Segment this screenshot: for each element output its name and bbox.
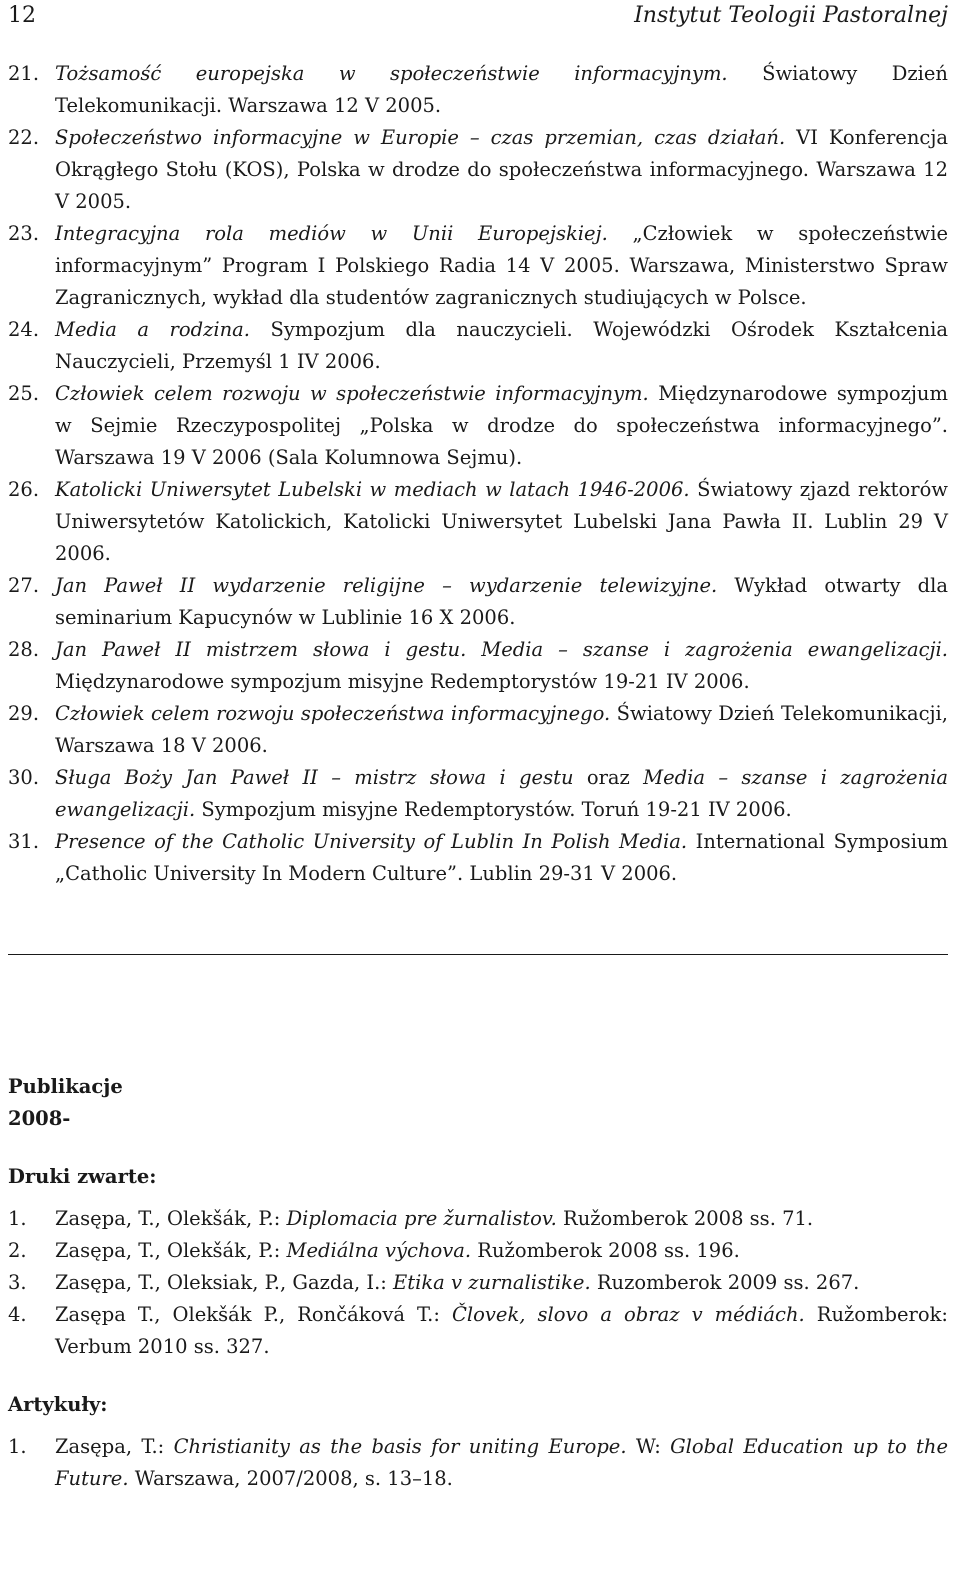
item-connector: W: (626, 1435, 671, 1458)
item-number: 1. (8, 1207, 27, 1230)
list-item (8, 1299, 948, 1363)
list-item (8, 1203, 948, 1235)
publications-title: Publikacje (8, 1075, 123, 1098)
item-text (55, 634, 948, 698)
item-number: 27. (8, 574, 40, 597)
publications-heading (8, 1071, 948, 1135)
item-authors: Zasępa T., Olekšák P., Rončáková T.: (55, 1303, 453, 1326)
item-title-secondary: Media – szanse i zagrożenia ewangelizacji. (55, 766, 949, 821)
item-details: Ružomberok 2008 ss. 196. (471, 1239, 740, 1262)
item-title: Christianity as the basis for uniting Europe. (173, 1435, 627, 1458)
articles-list (8, 1431, 948, 1495)
list-item (8, 474, 948, 570)
list-item (8, 634, 948, 698)
books-heading: Druki zwarte: (8, 1165, 157, 1188)
list-item (8, 1267, 948, 1299)
item-details: Ruzomberok 2009 ss. 267. (590, 1271, 860, 1294)
item-text (55, 698, 948, 762)
item-text (55, 1299, 948, 1363)
item-authors: Zasępa, T., Olekšák, P.: (55, 1207, 287, 1230)
item-details: Międzynarodowe sympozjum w Sejmie Rzeczypospolitej „Polska w drodze do społeczeństwa informacyjnego”. Warszawa 19 V 2006 (Sala Kolumnowa Sejmu). (55, 382, 948, 469)
item-text (55, 1431, 948, 1495)
list-item (8, 570, 948, 634)
publications-period: 2008- (8, 1107, 71, 1130)
item-number: 24. (8, 318, 40, 341)
item-text (55, 1203, 948, 1235)
item-text (55, 1235, 948, 1267)
list-item (8, 378, 948, 474)
item-number: 4. (8, 1303, 27, 1326)
item-title: Diplomacia pre žurnalistov. (286, 1207, 557, 1230)
running-title: Instytut Teologii Pastoralnej (634, 3, 948, 28)
item-text (55, 122, 948, 218)
lecture-list (8, 58, 948, 890)
item-text (55, 1267, 948, 1299)
item-text (55, 762, 948, 826)
item-details: Światowy Dzień Telekomunikacji. Warszawa 12 V 2005. (55, 62, 948, 117)
item-number: 3. (8, 1271, 27, 1294)
item-details: VI Konferencja Okrągłego Stołu (KOS), Polska w drodze do społeczeństwa informacyjnego. Warszawa 12 V 2005. (55, 126, 948, 213)
item-details: Sympozjum misyjne Redemptorystów. Toruń 19-21 IV 2006. (195, 798, 792, 821)
list-item (8, 122, 948, 218)
item-connector: oraz (573, 766, 644, 789)
item-number: 30. (8, 766, 40, 789)
list-item (8, 314, 948, 378)
item-details: International Symposium „Catholic University In Modern Culture”. Lublin 29-31 V 2006. (55, 830, 948, 885)
item-number: 21. (8, 62, 40, 85)
item-details: Ružomberok: Verbum 2010 ss. 327. (55, 1303, 949, 1358)
item-number: 29. (8, 702, 40, 725)
item-number: 28. (8, 638, 40, 661)
item-number: 23. (8, 222, 40, 245)
list-item (8, 762, 948, 826)
item-number: 1. (8, 1435, 27, 1458)
item-title: Człowiek celem rozwoju w społeczeństwie informacyjnym. (55, 382, 649, 405)
item-authors: Zasępa, T., Oleksiak, P., Gazda, I.: (55, 1271, 394, 1294)
list-item (8, 698, 948, 762)
item-details: Sympozjum dla nauczycieli. Wojewódzki Ośrodek Kształcenia Nauczycieli, Przemyśl 1 IV 2006. (55, 318, 949, 373)
item-number: 31. (8, 830, 40, 853)
item-details: „Człowiek w społeczeństwie informacyjnym” Program I Polskiego Radia 14 V 2005. Warszawa, Ministerstwo Spraw Zagranicznych, wykład dla studentów zagranicznych studiujących w Polsce. (55, 222, 948, 309)
item-number: 25. (8, 382, 40, 405)
item-details: Ružomberok 2008 ss. 71. (556, 1207, 814, 1230)
list-item (8, 826, 948, 890)
item-authors: Zasępa, T.: (55, 1435, 174, 1458)
item-title: Jan Paweł II mistrzem słowa i gestu. Media – szanse i zagrożenia ewangelizacji. (55, 638, 948, 661)
item-title: Katolicki Uniwersytet Lubelski w mediach w latach 1946-2006. (55, 478, 690, 501)
item-details: Międzynarodowe sympozjum misyjne Redemptorystów 19-21 IV 2006. (55, 670, 750, 693)
section-divider (8, 954, 948, 955)
item-source: Global Education up to the Future. (55, 1435, 948, 1490)
item-title: Człowiek celem rozwoju społeczeństwa informacyjnego. (55, 702, 611, 725)
item-text (55, 474, 948, 570)
item-authors: Zasępa, T., Olekšák, P.: (55, 1239, 287, 1262)
item-text (55, 378, 948, 474)
item-title: Tożsamość europejska w społeczeństwie informacyjnym. (55, 62, 728, 85)
item-title: Etika v zurnalistike. (393, 1271, 591, 1294)
page-header (8, 0, 948, 36)
item-text (55, 826, 948, 890)
item-number: 22. (8, 126, 40, 149)
page-number: 12 (8, 3, 36, 28)
books-list (8, 1203, 948, 1363)
item-number: 2. (8, 1239, 27, 1262)
item-title: Jan Paweł II wydarzenie religijne – wydarzenie telewizyjne. (55, 574, 718, 597)
list-item (8, 218, 948, 314)
item-title: Media a rodzina. (55, 318, 250, 341)
item-title: Społeczeństwo informacyjne w Europie – czas przemian, czas działań. (55, 126, 786, 149)
articles-heading: Artykuły: (8, 1393, 108, 1416)
item-title: Človek, slovo a obraz v médiách. (452, 1303, 805, 1326)
item-number: 26. (8, 478, 40, 501)
list-item (8, 1431, 948, 1495)
item-title: Presence of the Catholic University of Lublin In Polish Media. (55, 830, 688, 853)
item-text (55, 314, 948, 378)
item-details: Światowy zjazd rektorów Uniwersytetów Katolickich, Katolicki Uniwersytet Lubelski Jana Pawła II. Lublin 29 V 2006. (55, 478, 948, 565)
item-title: Sługa Boży Jan Paweł II – mistrz słowa i gestu (55, 766, 574, 789)
item-text (55, 570, 948, 634)
item-details: Warszawa, 2007/2008, s. 13–18. (128, 1467, 453, 1490)
item-details: Światowy Dzień Telekomunikacji, Warszawa 18 V 2006. (55, 702, 948, 757)
item-title: Integracyjna rola mediów w Unii Europejskiej. (55, 222, 608, 245)
list-item (8, 58, 948, 122)
item-text (55, 218, 948, 314)
list-item (8, 1235, 948, 1267)
item-title: Mediálna výchova. (286, 1239, 472, 1262)
item-details: Wykład otwarty dla seminarium Kapucynów w Lublinie 16 X 2006. (55, 574, 948, 629)
item-text (55, 58, 948, 122)
